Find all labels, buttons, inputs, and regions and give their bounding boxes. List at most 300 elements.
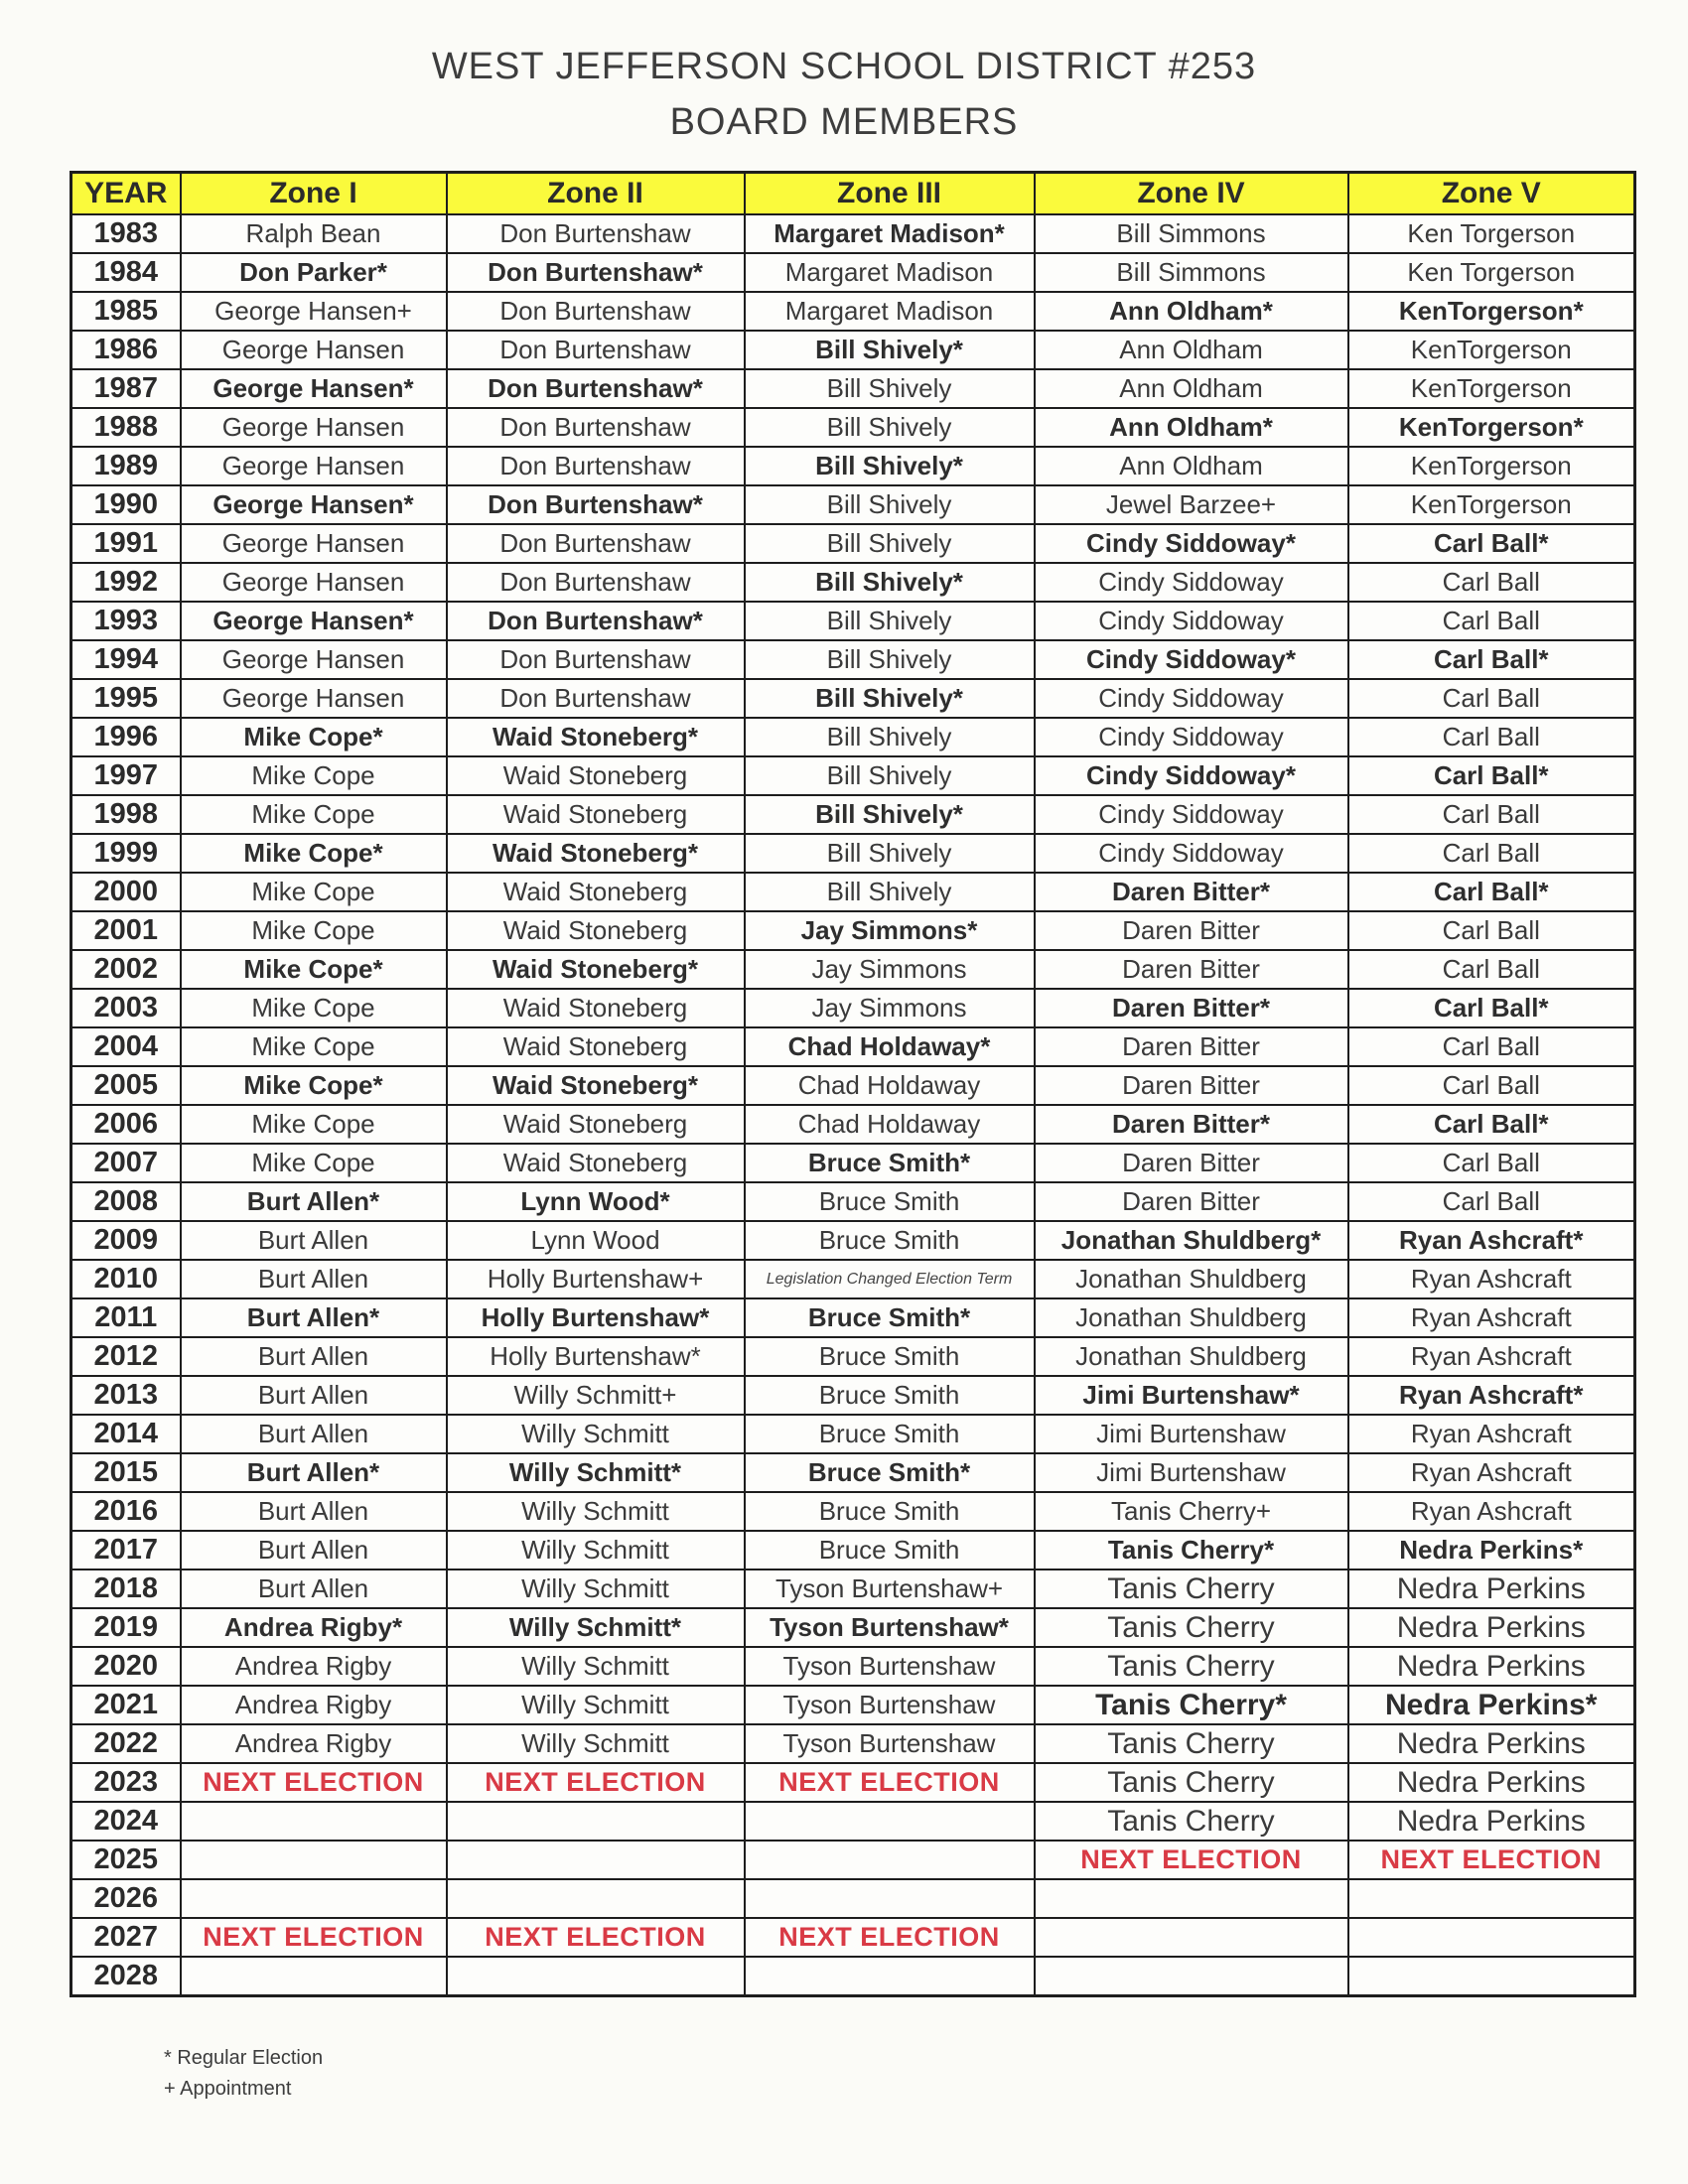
- member-cell: Waid Stoneberg*: [447, 950, 745, 989]
- member-cell: Cindy Siddoway: [1035, 718, 1348, 756]
- member-cell: Waid Stoneberg: [447, 873, 745, 911]
- table-row: [71, 1260, 1635, 1298]
- member-cell: NEXT ELECTION: [181, 1918, 447, 1957]
- year-cell: 2007: [71, 1144, 181, 1182]
- member-cell: Andrea Rigby: [181, 1724, 447, 1763]
- year-cell: 2019: [71, 1608, 181, 1647]
- member-cell: Ann Oldham*: [1035, 408, 1348, 447]
- member-cell: Bill Shively*: [745, 563, 1035, 602]
- member-cell: Waid Stoneberg*: [447, 718, 745, 756]
- member-cell: Bruce Smith: [745, 1337, 1035, 1376]
- year-cell: 1984: [71, 253, 181, 292]
- member-cell: Mike Cope*: [181, 834, 447, 873]
- member-cell: Ralph Bean: [181, 214, 447, 253]
- member-cell: [745, 1802, 1035, 1841]
- table-row: [71, 989, 1635, 1027]
- member-cell: Tanis Cherry: [1035, 1647, 1348, 1686]
- table-row: [71, 1608, 1635, 1647]
- member-cell: Bill Shively: [745, 834, 1035, 873]
- member-cell: Cindy Siddoway*: [1035, 756, 1348, 795]
- member-cell: Burt Allen*: [181, 1453, 447, 1492]
- member-cell: Holly Burtenshaw*: [447, 1337, 745, 1376]
- year-cell: 1983: [71, 214, 181, 253]
- member-cell: Ryan Ashcraft*: [1348, 1376, 1635, 1415]
- member-cell: [181, 1879, 447, 1918]
- member-cell: Ken Torgerson: [1348, 253, 1635, 292]
- member-cell: Nedra Perkins: [1348, 1570, 1635, 1608]
- member-cell: Nedra Perkins: [1348, 1802, 1635, 1841]
- member-cell: Burt Allen: [181, 1570, 447, 1608]
- member-cell: Holly Burtenshaw+: [447, 1260, 745, 1298]
- table-row: [71, 292, 1635, 331]
- year-cell: 2001: [71, 911, 181, 950]
- board-members-table: [70, 171, 1636, 1997]
- year-cell: 1993: [71, 602, 181, 640]
- member-cell: Don Burtenshaw: [447, 524, 745, 563]
- member-cell: Tyson Burtenshaw: [745, 1647, 1035, 1686]
- member-cell: [1348, 1879, 1635, 1918]
- column-header-zone-3: Zone III: [745, 173, 1035, 215]
- member-cell: Mike Cope: [181, 1105, 447, 1144]
- year-cell: 2021: [71, 1686, 181, 1724]
- year-cell: 1985: [71, 292, 181, 331]
- year-cell: 1987: [71, 369, 181, 408]
- member-cell: Nedra Perkins*: [1348, 1686, 1635, 1724]
- member-cell: Bruce Smith*: [745, 1144, 1035, 1182]
- member-cell: Margaret Madison: [745, 253, 1035, 292]
- table-row: [71, 563, 1635, 602]
- member-cell: Cindy Siddoway: [1035, 563, 1348, 602]
- member-cell: Lynn Wood: [447, 1221, 745, 1260]
- member-cell: Mike Cope: [181, 1144, 447, 1182]
- table-row: [71, 1221, 1635, 1260]
- member-cell: KenTorgerson*: [1348, 292, 1635, 331]
- member-cell: Bill Shively*: [745, 447, 1035, 485]
- member-cell: Mike Cope: [181, 989, 447, 1027]
- member-cell: Daren Bitter*: [1035, 873, 1348, 911]
- table-row: [71, 1182, 1635, 1221]
- table-row: [71, 1492, 1635, 1531]
- member-cell: Burt Allen: [181, 1415, 447, 1453]
- table-row: [71, 1144, 1635, 1182]
- member-cell: Tanis Cherry: [1035, 1608, 1348, 1647]
- year-cell: 2012: [71, 1337, 181, 1376]
- member-cell: NEXT ELECTION: [447, 1918, 745, 1957]
- member-cell: Burt Allen: [181, 1337, 447, 1376]
- year-cell: 1996: [71, 718, 181, 756]
- table-row: [71, 679, 1635, 718]
- member-cell: Waid Stoneberg: [447, 1144, 745, 1182]
- member-cell: Cindy Siddoway: [1035, 795, 1348, 834]
- table-row: [71, 1802, 1635, 1841]
- year-cell: 2006: [71, 1105, 181, 1144]
- member-cell: Mike Cope: [181, 1027, 447, 1066]
- member-cell: Bill Shively: [745, 718, 1035, 756]
- member-cell: Mike Cope: [181, 795, 447, 834]
- table-row: [71, 1376, 1635, 1415]
- member-cell: Ryan Ashcraft: [1348, 1492, 1635, 1531]
- table-row: [71, 485, 1635, 524]
- member-cell: [181, 1957, 447, 1995]
- member-cell: Burt Allen*: [181, 1298, 447, 1337]
- member-cell: [745, 1841, 1035, 1879]
- member-cell: Tyson Burtenshaw: [745, 1724, 1035, 1763]
- member-cell: Cindy Siddoway: [1035, 679, 1348, 718]
- member-cell: Carl Ball*: [1348, 640, 1635, 679]
- member-cell: Bruce Smith: [745, 1182, 1035, 1221]
- member-cell: Bill Shively: [745, 524, 1035, 563]
- member-cell: Margaret Madison: [745, 292, 1035, 331]
- member-cell: Daren Bitter*: [1035, 989, 1348, 1027]
- member-cell: Bill Shively: [745, 408, 1035, 447]
- member-cell: [447, 1841, 745, 1879]
- member-cell: Carl Ball: [1348, 679, 1635, 718]
- title-line-2: BOARD MEMBERS: [669, 101, 1019, 143]
- year-cell: 2015: [71, 1453, 181, 1492]
- member-cell: KenTorgerson*: [1348, 408, 1635, 447]
- table-row: [71, 331, 1635, 369]
- member-cell: [1035, 1879, 1348, 1918]
- member-cell: Bruce Smith*: [745, 1298, 1035, 1337]
- member-cell: Mike Cope: [181, 873, 447, 911]
- table-row: [71, 253, 1635, 292]
- member-cell: Jonathan Shuldberg: [1035, 1260, 1348, 1298]
- member-cell: Chad Holdaway: [745, 1066, 1035, 1105]
- member-cell: Don Burtenshaw: [447, 331, 745, 369]
- member-cell: Don Burtenshaw: [447, 563, 745, 602]
- footnote-appointment: + Appointment: [164, 2078, 292, 2100]
- member-cell: Chad Holdaway*: [745, 1027, 1035, 1066]
- member-cell: Don Burtenshaw: [447, 408, 745, 447]
- year-cell: 2025: [71, 1841, 181, 1879]
- year-cell: 1991: [71, 524, 181, 563]
- table-row: [71, 1066, 1635, 1105]
- member-cell: Carl Ball: [1348, 911, 1635, 950]
- member-cell: Tanis Cherry: [1035, 1763, 1348, 1802]
- table-row: [71, 834, 1635, 873]
- member-cell: Burt Allen: [181, 1376, 447, 1415]
- table-row: [71, 1647, 1635, 1686]
- column-header-zone-5: Zone V: [1348, 173, 1635, 215]
- member-cell: Ryan Ashcraft: [1348, 1337, 1635, 1376]
- member-cell: Willy Schmitt: [447, 1415, 745, 1453]
- table-row: [71, 640, 1635, 679]
- member-cell: Don Burtenshaw: [447, 640, 745, 679]
- table-row: [71, 1105, 1635, 1144]
- member-cell: Chad Holdaway: [745, 1105, 1035, 1144]
- year-cell: 2013: [71, 1376, 181, 1415]
- member-cell: KenTorgerson: [1348, 331, 1635, 369]
- year-cell: 2002: [71, 950, 181, 989]
- member-cell: Ryan Ashcraft: [1348, 1415, 1635, 1453]
- table-row: [71, 1918, 1635, 1957]
- member-cell: Carl Ball: [1348, 795, 1635, 834]
- member-cell: Bruce Smith: [745, 1531, 1035, 1570]
- member-cell: Cindy Siddoway: [1035, 834, 1348, 873]
- table-row: [71, 1531, 1635, 1570]
- table-row: [71, 950, 1635, 989]
- member-cell: Bruce Smith: [745, 1492, 1035, 1531]
- member-cell: Nedra Perkins: [1348, 1647, 1635, 1686]
- member-cell: Jimi Burtenshaw*: [1035, 1376, 1348, 1415]
- member-cell: Willy Schmitt: [447, 1686, 745, 1724]
- member-cell: Don Burtenshaw: [447, 679, 745, 718]
- member-cell: George Hansen: [181, 679, 447, 718]
- member-cell: Tanis Cherry: [1035, 1724, 1348, 1763]
- table-row: [71, 795, 1635, 834]
- member-cell: Don Burtenshaw*: [447, 253, 745, 292]
- column-header-zone-2: Zone II: [447, 173, 745, 215]
- member-cell: George Hansen: [181, 563, 447, 602]
- member-cell: Don Parker*: [181, 253, 447, 292]
- member-cell: Andrea Rigby: [181, 1647, 447, 1686]
- member-cell: Don Burtenshaw: [447, 214, 745, 253]
- table-row: [71, 214, 1635, 253]
- member-cell: Jonathan Shuldberg: [1035, 1298, 1348, 1337]
- member-cell: Tanis Cherry: [1035, 1802, 1348, 1841]
- year-cell: 2026: [71, 1879, 181, 1918]
- board-table-body: [71, 214, 1635, 1995]
- table-row: [71, 1027, 1635, 1066]
- member-cell: [447, 1802, 745, 1841]
- member-cell: Cindy Siddoway*: [1035, 640, 1348, 679]
- member-cell: Jimi Burtenshaw: [1035, 1415, 1348, 1453]
- member-cell: Bill Shively: [745, 602, 1035, 640]
- member-cell: Nedra Perkins: [1348, 1724, 1635, 1763]
- member-cell: Tyson Burtenshaw*: [745, 1608, 1035, 1647]
- table-row: [71, 1337, 1635, 1376]
- member-cell: Carl Ball*: [1348, 756, 1635, 795]
- member-cell: [447, 1957, 745, 1995]
- member-cell: NEXT ELECTION: [1035, 1841, 1348, 1879]
- member-cell: Burt Allen: [181, 1492, 447, 1531]
- member-cell: NEXT ELECTION: [1348, 1841, 1635, 1879]
- year-cell: 2010: [71, 1260, 181, 1298]
- member-cell: Nedra Perkins: [1348, 1608, 1635, 1647]
- member-cell: Tanis Cherry+: [1035, 1492, 1348, 1531]
- column-header-year: YEAR: [71, 173, 181, 215]
- member-cell: Jimi Burtenshaw: [1035, 1453, 1348, 1492]
- member-cell: Daren Bitter: [1035, 1144, 1348, 1182]
- member-cell: Cindy Siddoway*: [1035, 524, 1348, 563]
- member-cell: George Hansen: [181, 331, 447, 369]
- member-cell: Daren Bitter: [1035, 911, 1348, 950]
- member-cell: Willy Schmitt+: [447, 1376, 745, 1415]
- member-cell: Willy Schmitt: [447, 1647, 745, 1686]
- year-cell: 1994: [71, 640, 181, 679]
- table-row: [71, 873, 1635, 911]
- member-cell: Willy Schmitt: [447, 1724, 745, 1763]
- member-cell: Ann Oldham: [1035, 331, 1348, 369]
- member-cell: George Hansen: [181, 408, 447, 447]
- member-cell: [745, 1957, 1035, 1995]
- table-row: [71, 602, 1635, 640]
- member-cell: Ryan Ashcraft*: [1348, 1221, 1635, 1260]
- member-cell: [1035, 1918, 1348, 1957]
- member-cell: Nedra Perkins*: [1348, 1531, 1635, 1570]
- member-cell: Carl Ball: [1348, 1182, 1635, 1221]
- member-cell: George Hansen+: [181, 292, 447, 331]
- member-cell: Bill Shively*: [745, 679, 1035, 718]
- year-cell: 1999: [71, 834, 181, 873]
- member-cell: Bruce Smith: [745, 1376, 1035, 1415]
- member-cell: Bill Shively*: [745, 331, 1035, 369]
- member-cell: [181, 1802, 447, 1841]
- member-cell: Daren Bitter: [1035, 1066, 1348, 1105]
- member-cell: Daren Bitter: [1035, 1027, 1348, 1066]
- year-cell: 2011: [71, 1298, 181, 1337]
- member-cell: Jewel Barzee+: [1035, 485, 1348, 524]
- year-cell: 2014: [71, 1415, 181, 1453]
- member-cell: Bruce Smith: [745, 1415, 1035, 1453]
- year-cell: 2017: [71, 1531, 181, 1570]
- member-cell: Willy Schmitt*: [447, 1608, 745, 1647]
- year-cell: 2016: [71, 1492, 181, 1531]
- member-cell: Carl Ball: [1348, 602, 1635, 640]
- table-row: [71, 1298, 1635, 1337]
- member-cell: George Hansen*: [181, 602, 447, 640]
- year-cell: 2003: [71, 989, 181, 1027]
- member-cell: NEXT ELECTION: [745, 1918, 1035, 1957]
- member-cell: Carl Ball: [1348, 1066, 1635, 1105]
- member-cell: George Hansen*: [181, 485, 447, 524]
- year-cell: 2028: [71, 1957, 181, 1995]
- table-row: [71, 447, 1635, 485]
- member-cell: Waid Stoneberg*: [447, 834, 745, 873]
- year-cell: 2008: [71, 1182, 181, 1221]
- year-cell: 1990: [71, 485, 181, 524]
- table-row: [71, 1724, 1635, 1763]
- title-line-1: WEST JEFFERSON SCHOOL DISTRICT #253: [431, 46, 1257, 87]
- member-cell: Carl Ball: [1348, 1144, 1635, 1182]
- member-cell: Margaret Madison*: [745, 214, 1035, 253]
- member-cell: George Hansen: [181, 640, 447, 679]
- table-row: [71, 911, 1635, 950]
- year-cell: 1986: [71, 331, 181, 369]
- member-cell: Ann Oldham*: [1035, 292, 1348, 331]
- header-row: [71, 173, 1635, 215]
- year-cell: 2024: [71, 1802, 181, 1841]
- member-cell: KenTorgerson: [1348, 447, 1635, 485]
- member-cell: Ann Oldham: [1035, 369, 1348, 408]
- year-cell: 2009: [71, 1221, 181, 1260]
- table-row: [71, 1453, 1635, 1492]
- member-cell: Willy Schmitt: [447, 1570, 745, 1608]
- member-cell: Daren Bitter*: [1035, 1105, 1348, 1144]
- year-cell: 1998: [71, 795, 181, 834]
- member-cell: NEXT ELECTION: [447, 1763, 745, 1802]
- member-cell: Burt Allen*: [181, 1182, 447, 1221]
- member-cell: Burt Allen: [181, 1531, 447, 1570]
- table-row: [71, 718, 1635, 756]
- member-cell: Waid Stoneberg: [447, 1027, 745, 1066]
- member-cell: Bruce Smith: [745, 1221, 1035, 1260]
- member-cell: Don Burtenshaw*: [447, 485, 745, 524]
- column-header-zone-4: Zone IV: [1035, 173, 1348, 215]
- member-cell: KenTorgerson: [1348, 369, 1635, 408]
- member-cell: George Hansen*: [181, 369, 447, 408]
- member-cell: NEXT ELECTION: [181, 1763, 447, 1802]
- table-row: [71, 1415, 1635, 1453]
- table-row: [71, 1686, 1635, 1724]
- year-cell: 2000: [71, 873, 181, 911]
- table-row: [71, 1763, 1635, 1802]
- year-cell: 2022: [71, 1724, 181, 1763]
- member-cell: Mike Cope*: [181, 950, 447, 989]
- member-cell: Burt Allen: [181, 1221, 447, 1260]
- member-cell: Waid Stoneberg: [447, 756, 745, 795]
- member-cell: Legislation Changed Election Term: [745, 1260, 1035, 1298]
- year-cell: 2027: [71, 1918, 181, 1957]
- year-cell: 2023: [71, 1763, 181, 1802]
- member-cell: Waid Stoneberg*: [447, 1066, 745, 1105]
- member-cell: Lynn Wood*: [447, 1182, 745, 1221]
- member-cell: Carl Ball: [1348, 1027, 1635, 1066]
- member-cell: Ryan Ashcraft: [1348, 1260, 1635, 1298]
- table-row: [71, 524, 1635, 563]
- member-cell: Jay Simmons: [745, 950, 1035, 989]
- member-cell: Don Burtenshaw*: [447, 602, 745, 640]
- column-header-zone-1: Zone I: [181, 173, 447, 215]
- table-row: [71, 1841, 1635, 1879]
- member-cell: Tanis Cherry: [1035, 1570, 1348, 1608]
- member-cell: Mike Cope*: [181, 1066, 447, 1105]
- table-row: [71, 1957, 1635, 1995]
- member-cell: Don Burtenshaw: [447, 447, 745, 485]
- table-row: [71, 756, 1635, 795]
- member-cell: Bill Simmons: [1035, 214, 1348, 253]
- member-cell: [181, 1841, 447, 1879]
- member-cell: [1348, 1957, 1635, 1995]
- member-cell: Tanis Cherry*: [1035, 1686, 1348, 1724]
- table-row: [71, 1879, 1635, 1918]
- member-cell: Ryan Ashcraft: [1348, 1298, 1635, 1337]
- year-cell: 2020: [71, 1647, 181, 1686]
- member-cell: Bill Shively*: [745, 795, 1035, 834]
- member-cell: Waid Stoneberg: [447, 911, 745, 950]
- member-cell: [1348, 1918, 1635, 1957]
- member-cell: Jonathan Shuldberg: [1035, 1337, 1348, 1376]
- member-cell: Jay Simmons*: [745, 911, 1035, 950]
- table-header: [71, 173, 1635, 215]
- member-cell: Carl Ball: [1348, 563, 1635, 602]
- member-cell: Mike Cope: [181, 911, 447, 950]
- member-cell: Bill Simmons: [1035, 253, 1348, 292]
- member-cell: Holly Burtenshaw*: [447, 1298, 745, 1337]
- member-cell: Mike Cope: [181, 756, 447, 795]
- member-cell: Don Burtenshaw*: [447, 369, 745, 408]
- member-cell: Jonathan Shuldberg*: [1035, 1221, 1348, 1260]
- member-cell: Bruce Smith*: [745, 1453, 1035, 1492]
- year-cell: 2018: [71, 1570, 181, 1608]
- member-cell: Carl Ball*: [1348, 1105, 1635, 1144]
- member-cell: Carl Ball*: [1348, 524, 1635, 563]
- member-cell: Tyson Burtenshaw+: [745, 1570, 1035, 1608]
- member-cell: Bill Shively: [745, 369, 1035, 408]
- year-cell: 1997: [71, 756, 181, 795]
- member-cell: NEXT ELECTION: [745, 1763, 1035, 1802]
- member-cell: Willy Schmitt: [447, 1531, 745, 1570]
- member-cell: Ryan Ashcraft: [1348, 1453, 1635, 1492]
- member-cell: Carl Ball*: [1348, 989, 1635, 1027]
- member-cell: Andrea Rigby: [181, 1686, 447, 1724]
- member-cell: Don Burtenshaw: [447, 292, 745, 331]
- member-cell: Carl Ball: [1348, 950, 1635, 989]
- member-cell: KenTorgerson: [1348, 485, 1635, 524]
- member-cell: Andrea Rigby*: [181, 1608, 447, 1647]
- year-cell: 2005: [71, 1066, 181, 1105]
- year-cell: 1988: [71, 408, 181, 447]
